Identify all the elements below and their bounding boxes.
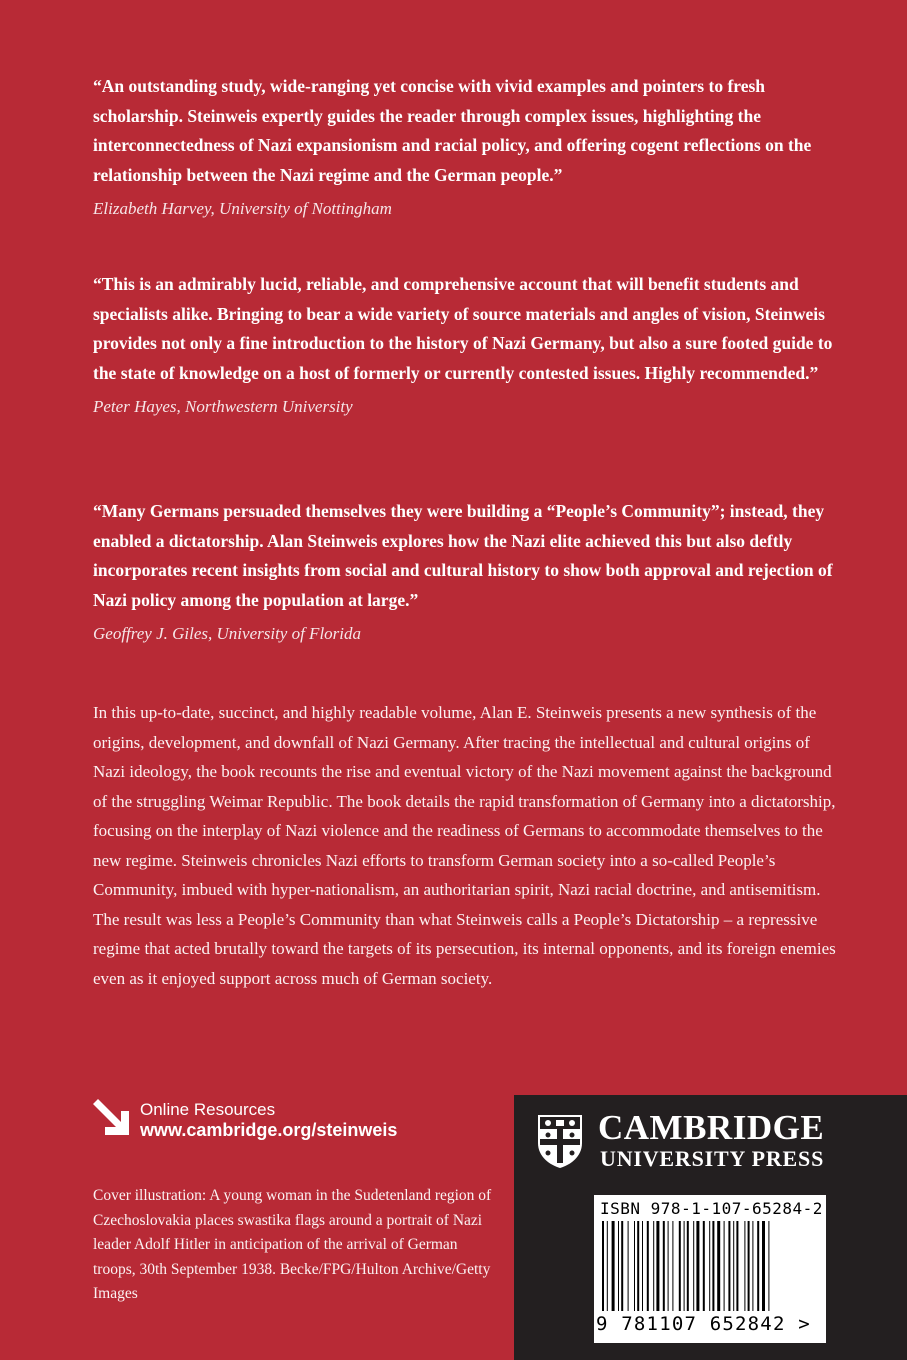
review-attribution: Peter Hayes, Northwestern University	[93, 397, 353, 416]
barcode-bar	[647, 1221, 649, 1311]
cover-illustration-credit: Cover illustration: A young woman in the Sudetenland region of Czechoslovakia places swastika flags around a portrait of Nazi leader Adolf Hitler in anticipation of the arrival of German troops, 30th September 1938. Becke/FPG/Hulton Archive/Getty Images	[93, 1187, 492, 1302]
barcode-bar	[693, 1221, 694, 1311]
barcode-bar	[679, 1221, 681, 1311]
review-quote: “This is an admirably lucid, reliable, and comprehensive account that will benefit students and specialists alike. Bringing to bear a wide variety of source materials and angles of vision, Steinweis provides not only a fine introduction to the history of Nazi Germany, but also a sure footed guide to the state of knowledge on a host of formerly or currently contested issues. Highly recommended.”	[93, 274, 833, 383]
barcode-bar	[733, 1221, 734, 1311]
barcode-bar	[703, 1221, 705, 1311]
review-attribution: Geoffrey J. Giles, University of Florida	[93, 624, 362, 643]
barcode-bar	[768, 1221, 769, 1311]
review-attribution: Elizabeth Harvey, University of Nottingham	[93, 199, 392, 218]
barcode-bar	[717, 1221, 720, 1311]
barcode-bar	[672, 1221, 673, 1311]
barcode-bar	[642, 1221, 643, 1311]
barcode-bar	[696, 1221, 699, 1311]
barcode-bar	[602, 1221, 604, 1311]
barcode-bar	[762, 1221, 765, 1311]
cambridge-crest-icon	[536, 1113, 584, 1169]
isbn-label: ISBN 978-1-107-65284-2	[600, 1199, 823, 1218]
barcode-bar	[653, 1221, 654, 1311]
barcode-bar	[668, 1221, 669, 1311]
barcode-bar	[736, 1221, 738, 1311]
review-1	[93, 72, 853, 220]
book-description: In this up-to-date, succinct, and highly readable volume, Alan E. Steinweis presents a new synthesis of the origins, development, and downfall of Nazi Germany. After tracing the intellectual and cultural origins of Nazi ideology, the book recounts the rise and eventual victory of the Nazi movement against the background of the struggling Weimar Republic. The book details the rapid transformation of Germany into a dictatorship, focusing on the interplay of Nazi violence and the readiness of Germans to accommodate themselves to the new regime. Steinweis chronicles Nazi efforts to transform German society into a so-called People’s Community, imbued with hyper-nationalism, an authoritarian spirit, Nazi racial doctrine, and antisemitism. The result was less a People’s Community than what Steinweis calls a People’s Dictatorship – a repressive regime that acted brutally toward the targets of its persecution, its internal opponents, and its foreign enemies even as it enjoyed support across much of German society.	[93, 703, 836, 988]
publisher-name: CAMBRIDGE	[598, 1108, 825, 1147]
barcode-bar	[628, 1221, 629, 1311]
barcode-bars	[600, 1221, 816, 1311]
barcode-bar	[618, 1221, 619, 1311]
arrow-down-right-icon	[93, 1099, 131, 1137]
barcode	[594, 1195, 826, 1343]
barcode-bar	[748, 1221, 750, 1311]
barcode-bar	[612, 1221, 615, 1311]
barcode-bar	[684, 1221, 685, 1311]
review-quote: “Many Germans persuaded themselves they were building a “People’s Community”; instead, they enabled a dictatorship. Alan Steinweis explores how the Nazi elite achieved this but also deftly incorporates recent insights from social and cultural history to show both approval and rejection of Nazi policy among the population at large.”	[93, 501, 833, 610]
review-2	[93, 270, 853, 418]
barcode-bar	[663, 1221, 665, 1311]
barcode-bar	[656, 1221, 659, 1311]
barcode-bar	[607, 1221, 608, 1311]
publisher-subtitle: UNIVERSITY PRESS	[600, 1146, 825, 1171]
barcode-bar	[637, 1221, 639, 1311]
barcode-digits: 9 781107 652842 >	[596, 1313, 811, 1335]
barcode-bar	[744, 1221, 745, 1311]
barcode-bar	[757, 1221, 759, 1311]
barcode-bar	[752, 1221, 753, 1311]
barcode-bar	[724, 1221, 725, 1311]
publisher-box	[514, 1095, 907, 1360]
barcode-bar	[687, 1221, 689, 1311]
barcode-bar	[634, 1221, 635, 1311]
online-resources-link[interactable]: www.cambridge.org/steinweis	[140, 1120, 398, 1140]
barcode-bar	[621, 1221, 623, 1311]
review-3	[93, 497, 853, 645]
barcode-bar	[712, 1221, 714, 1311]
barcode-bar	[728, 1221, 730, 1311]
online-resources-label: Online Resources	[140, 1100, 276, 1119]
review-quote: “An outstanding study, wide-ranging yet concise with vivid examples and pointers to fresh scholarship. Steinweis expertly guides the reader through complex issues, highlighting the interconnectedness of Nazi expansionism and racial policy, and offering cogent reflections on the relationship between the Nazi regime and the German people.”	[93, 76, 812, 185]
barcode-bar	[709, 1221, 710, 1311]
online-resources[interactable]	[93, 1097, 473, 1147]
